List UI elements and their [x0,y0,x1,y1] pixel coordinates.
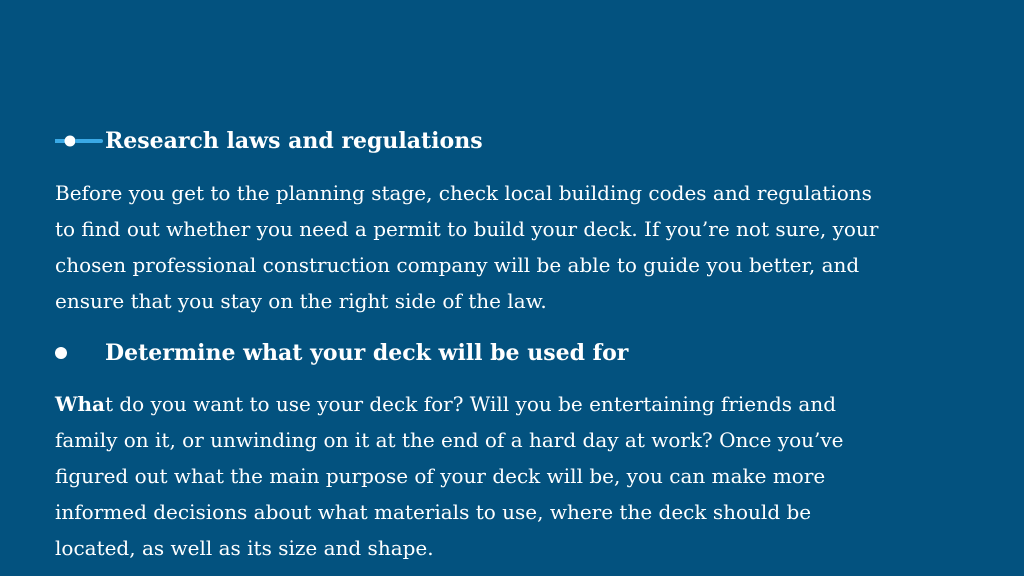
paragraph-line: ensure that you stay on the right side of the law. [55,289,547,313]
bullet-dot [55,347,67,359]
section-2-heading: Determine what your deck will be used for [105,340,629,366]
paragraph-line: figured out what the main purpose of your deck will be, you can make more [55,464,826,488]
section-2-paragraph [55,386,985,566]
paragraph-line: located, as well as its size and shape. [55,536,434,560]
paragraph-line: to find out whether you need a permit to build your deck. If you’re not sure, your [55,217,879,241]
paragraph-line: family on it, or unwinding on it at the end of a hard day at work? Once you’ve [55,428,844,452]
insertion-cursor-bullet-icon [55,123,105,159]
bullet-dot-icon [55,335,105,371]
section-2-heading-row [55,335,628,371]
paragraph-line: Before you get to the planning stage, check local building codes and regulations [55,181,872,205]
section-1-paragraph [55,175,985,319]
paragraph-line: informed decisions about what materials to use, where the deck should be [55,500,812,524]
paragraph-bold-lead: Wha [55,392,105,416]
section-1-heading: Research laws and regulations [105,128,483,154]
paragraph-first-rest: t do you want to use your deck for? Will you be entertaining friends and [104,392,837,416]
paragraph-line-first [55,386,985,422]
paragraph-line: chosen professional construction company will be able to guide you better, and [55,253,860,277]
section-1-heading-row [55,123,483,159]
